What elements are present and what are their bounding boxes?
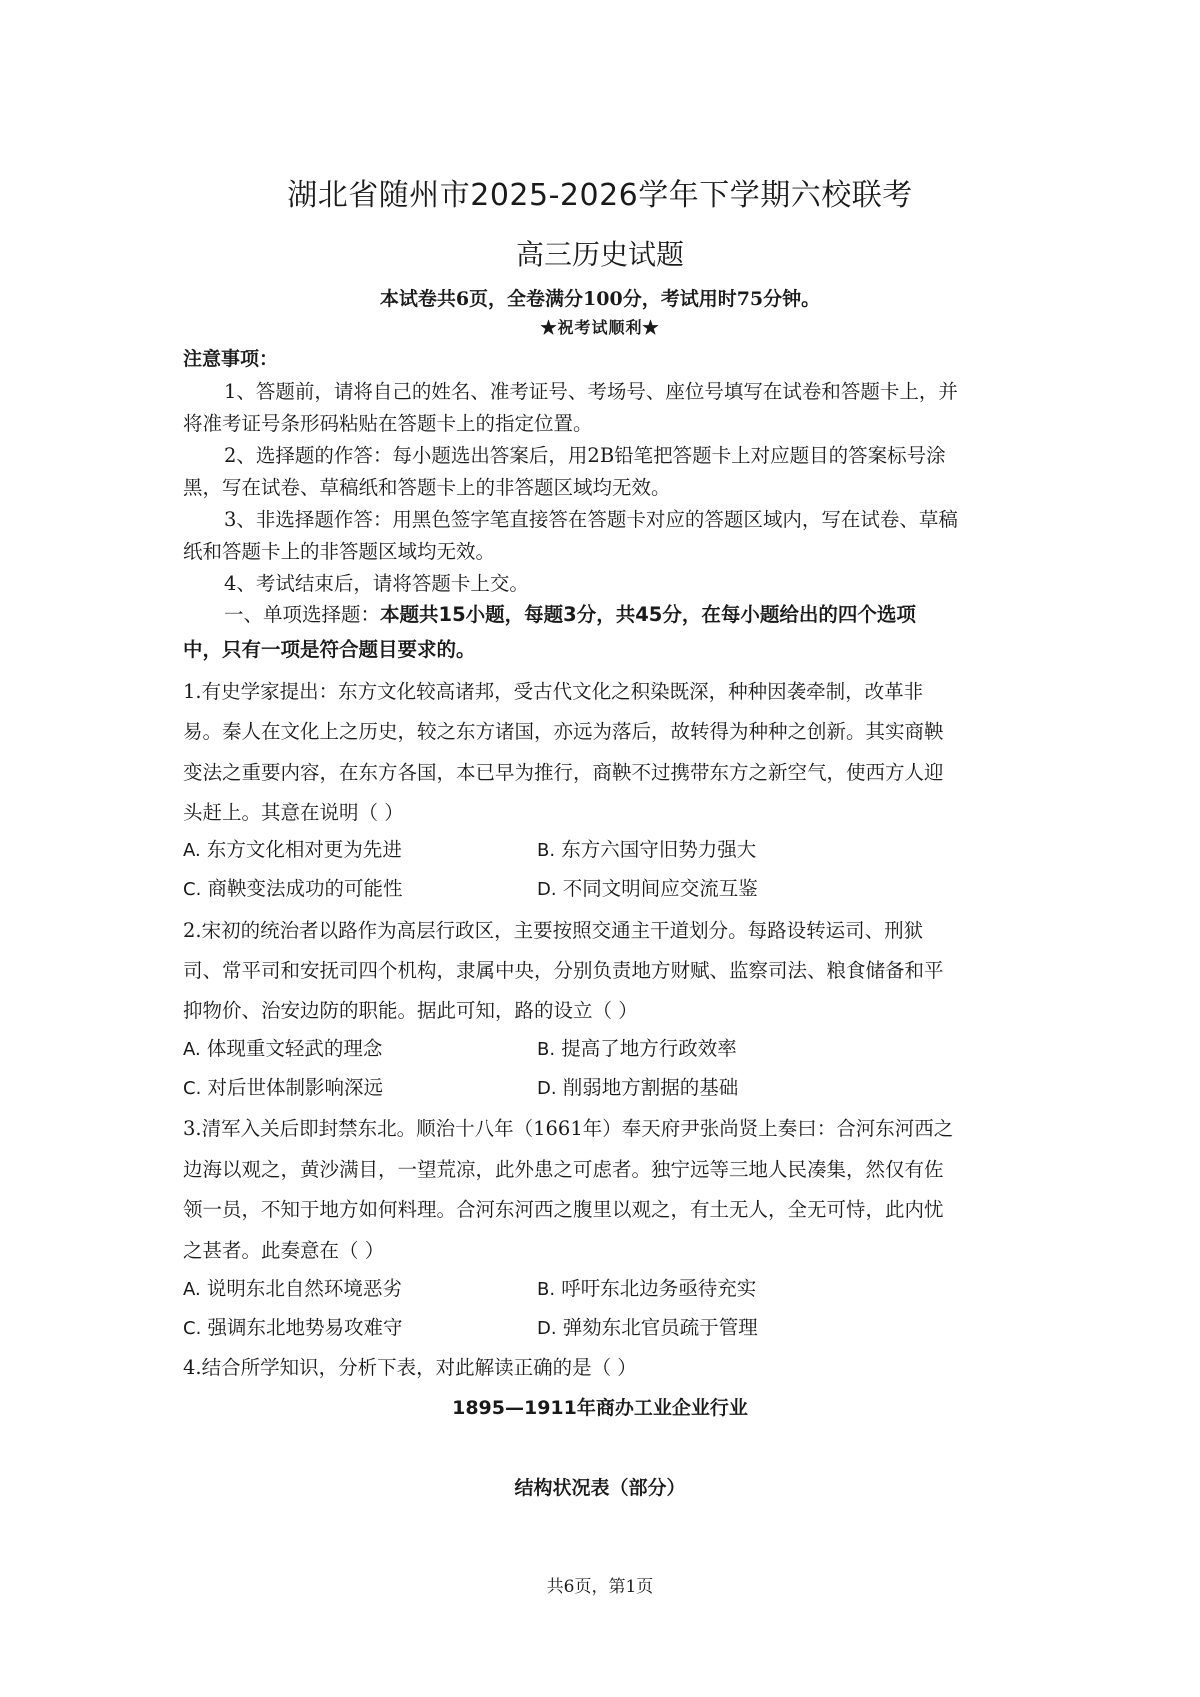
note-line: 3、非选择题作答：用黑色签字笔直接答在答题卡对应的答题区域内，写在试卷、草稿 xyxy=(224,508,958,531)
question-2-line: 抑物价、治安边防的职能。据此可知，路的设立（ ） xyxy=(183,999,638,1022)
question-2-option-a: A. 体现重文轻武的理念 xyxy=(183,1037,383,1060)
section-rule: 本题共15小题，每题3分，共45分，在每小题给出的四个选项 xyxy=(380,603,916,626)
question-1-option-a: A. 东方文化相对更为先进 xyxy=(183,838,402,861)
question-3-line: 之甚者。此奏意在（ ） xyxy=(183,1239,385,1262)
exam-wish: ★祝考试顺利★ xyxy=(540,318,660,337)
note-line: 纸和答题卡上的非答题区域均无效。 xyxy=(183,540,496,563)
note-line: 2、选择题的作答：每小题选出答案后，用2B铅笔把答题卡上对应题目的答案标号涂 xyxy=(224,444,946,467)
section-heading xyxy=(224,599,916,627)
question-2-option-b: B. 提高了地方行政效率 xyxy=(537,1037,737,1060)
section-rule-cont: 中，只有一项是符合题目要求的。 xyxy=(183,638,476,661)
question-1-line: 头赶上。其意在说明（ ） xyxy=(183,801,404,824)
question-3-line: 边海以观之，黄沙满目，一望荒凉，此外患之可虑者。独宁远等三地人民凑集，然仅有佐 xyxy=(183,1158,944,1181)
question-3-option-a: A. 说明东北自然环境恶劣 xyxy=(183,1277,402,1300)
exam-title: 湖北省随州市2025-2026学年下学期六校联考 xyxy=(287,178,913,213)
table-title-line2: 结构状况表（部分） xyxy=(514,1477,686,1499)
note-line: 将准考证号条形码粘贴在答题卡上的指定位置。 xyxy=(183,412,593,435)
note-line: 4、考试结束后，请将答题卡上交。 xyxy=(224,572,529,595)
page-footer: 共6页，第1页 xyxy=(546,1577,654,1597)
question-1-line: 1.有史学家提出：东方文化较高诸邦，受古代文化之积染既深，种种因袭牵制，改革非 xyxy=(183,680,924,703)
question-2-option-d: D. 削弱地方割据的基础 xyxy=(537,1076,739,1099)
section-prefix: 一、单项选择题： xyxy=(224,603,381,626)
note-line: 1、答题前，请将自己的姓名、准考证号、考场号、座位号填写在试卷和答题卡上，并 xyxy=(224,380,958,403)
question-3-option-c: C. 强调东北地势易攻难守 xyxy=(183,1316,403,1339)
note-line: 黑，写在试卷、草稿纸和答题卡上的非答题区域均无效。 xyxy=(183,476,671,499)
question-2-line: 司、常平司和安抚司四个机构，隶属中央，分别负责地方财赋、监察司法、粮食储备和平 xyxy=(183,959,944,982)
question-2-option-c: C. 对后世体制影响深远 xyxy=(183,1076,384,1099)
question-1-option-b: B. 东方六国守旧势力强大 xyxy=(537,838,757,861)
exam-subtitle: 高三历史试题 xyxy=(515,238,684,271)
question-3-option-d: D. 弹劾东北官员疏于管理 xyxy=(537,1316,758,1339)
question-1-line: 易。秦人在文化上之历史，较之东方诸国，亦远为落后，故转得为种种之创新。其实商鞅 xyxy=(183,720,944,743)
question-1-line: 变法之重要内容，在东方各国，本已早为推行，商鞅不过携带东方之新空气，使西方人迎 xyxy=(183,761,944,784)
question-2-line: 2.宋初的统治者以路作为高层行政区，主要按照交通主干道划分。每路设转运司、刑狱 xyxy=(183,919,924,942)
notes-heading: 注意事项： xyxy=(183,348,279,370)
question-3-line: 3.清军入关后即封禁东北。顺治十八年（1661年）奉天府尹张尚贤上奏曰：合河东河西之 xyxy=(183,1117,954,1140)
question-3-option-b: B. 呼吁东北边务亟待充实 xyxy=(537,1277,757,1300)
question-1-option-d: D. 不同文明间应交流互鉴 xyxy=(537,877,758,900)
question-4-line: 4.结合所学知识，分析下表，对此解读正确的是（ ） xyxy=(183,1356,637,1379)
table-title-line1: 1895—1911年商办工业企业行业 xyxy=(452,1397,748,1419)
question-1-option-c: C. 商鞅变法成功的可能性 xyxy=(183,877,403,900)
exam-info: 本试卷共6页，全卷满分100分，考试用时75分钟。 xyxy=(379,288,821,310)
question-3-line: 领一员，不知于地方如何料理。合河东河西之腹里以观之，有土无人，全无可恃，此内忧 xyxy=(183,1198,944,1221)
